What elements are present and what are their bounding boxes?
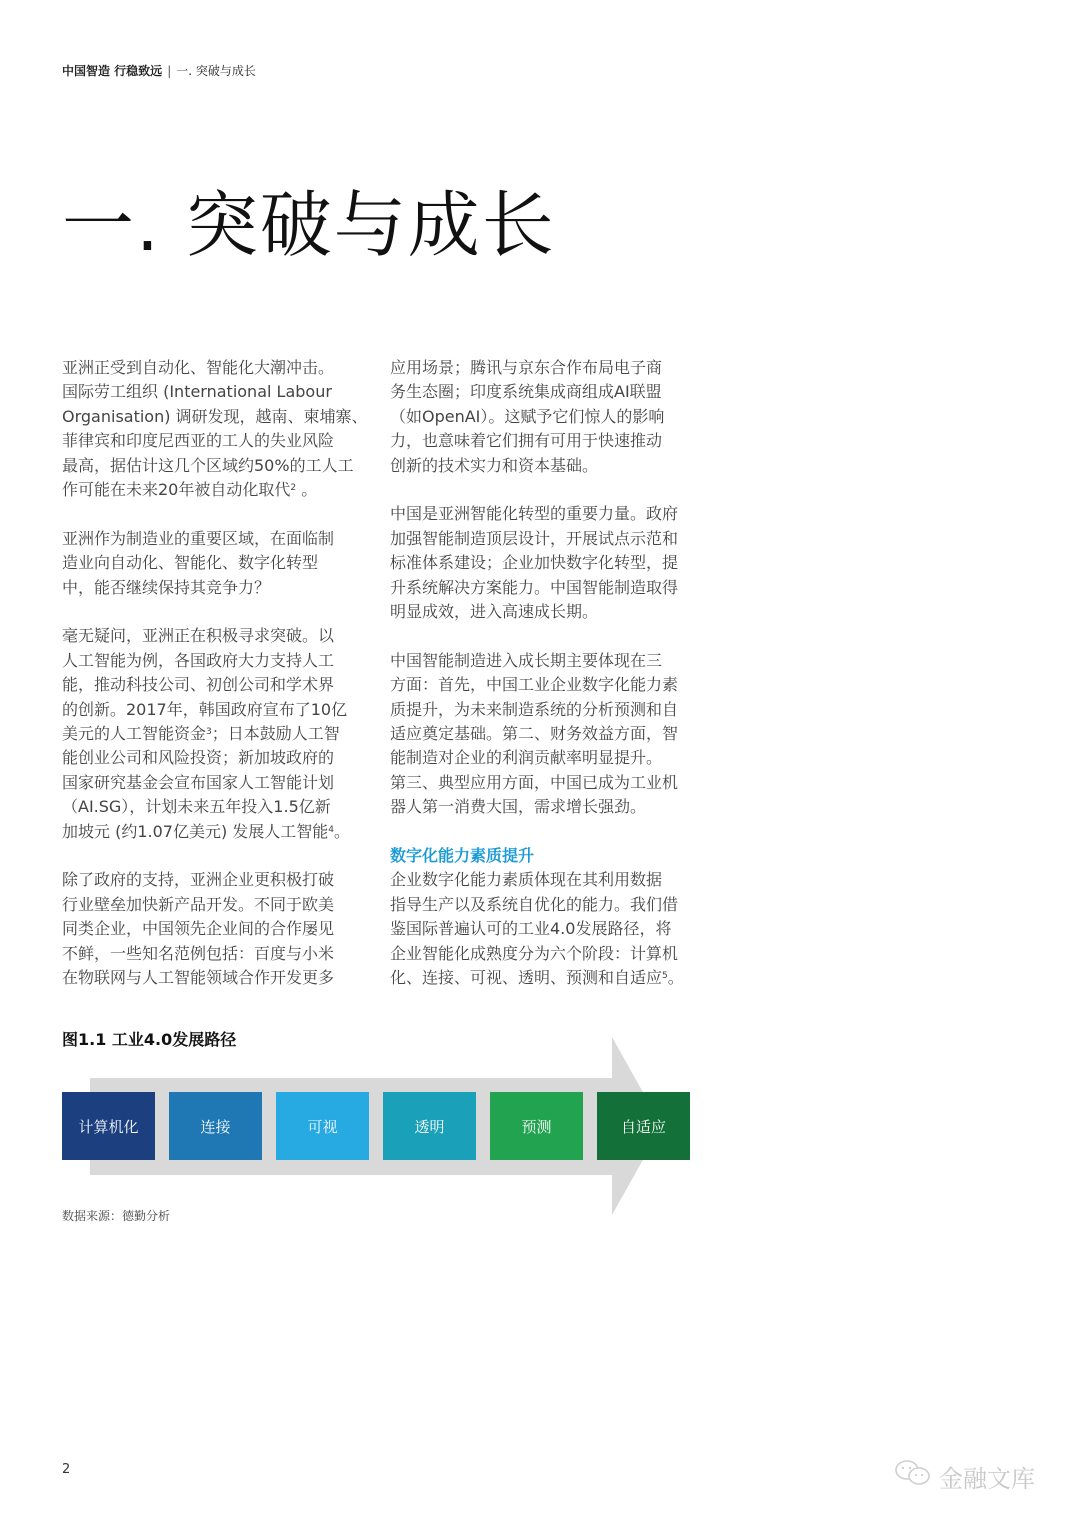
text-line: 毫无疑问，亚洲正在积极寻求突破。以 bbox=[62, 626, 335, 646]
footnote-ref[interactable]: 3 bbox=[206, 727, 212, 738]
figure-source: 数据来源：德勤分析 bbox=[62, 1209, 171, 1223]
text-line: 企业数字化能力素质体现在其利用数据 bbox=[390, 870, 663, 890]
text-line: 第三、典型应用方面，中国已成为工业机 bbox=[390, 772, 679, 792]
page-number: 2 bbox=[62, 1462, 71, 1477]
text-line: （AI.SG），计划未来五年投入1.5亿新 bbox=[62, 797, 331, 817]
text-fragment: ；日本鼓励人工智 bbox=[211, 724, 340, 744]
text-line: 方面：首先，中国工业企业数字化能力素 bbox=[390, 675, 679, 695]
text-line: 国际劳工组织 (International Labour bbox=[62, 382, 332, 402]
stage-transparency: 透明 bbox=[383, 1092, 476, 1160]
text-line: 鉴国际普遍认可的工业4.0发展路径，将 bbox=[390, 919, 672, 939]
text-line: 适应奠定基础。第二、财务效益方面，智 bbox=[390, 724, 679, 744]
text-fragment: 。 bbox=[334, 821, 351, 841]
footnote-ref[interactable]: 4 bbox=[328, 824, 335, 835]
stage-computerization: 计算机化 bbox=[62, 1092, 155, 1160]
stage-adaptability: 自适应 bbox=[597, 1092, 690, 1160]
text-line: 创新的技术实力和资本基础。 bbox=[390, 455, 599, 475]
text-line: （如OpenAI）。这赋予它们惊人的影响 bbox=[390, 406, 665, 426]
text-line: 质提升，为未来制造系统的分析预测和自 bbox=[390, 699, 679, 719]
text-line: 亚洲正受到自动化、智能化大潮冲击。 bbox=[62, 358, 335, 377]
text-line: 国家研究基金会宣布国家人工智能计划 bbox=[62, 772, 335, 792]
text-line: 能制造对企业的利润贡献率明显提升。 bbox=[390, 748, 663, 768]
stage-predictive: 预测 bbox=[490, 1092, 583, 1160]
text-line: 除了政府的支持，亚洲企业更积极打破 bbox=[62, 870, 335, 890]
text-line: 升系统解决方案能力。中国智能制造取得 bbox=[390, 577, 679, 597]
text-fragment: 作可能在未来20年被自动化取代 bbox=[62, 480, 291, 500]
stage-connectivity: 连接 bbox=[169, 1092, 262, 1160]
watermark bbox=[893, 1458, 1035, 1494]
text-line: 中国是亚洲智能化转型的重要力量。政府 bbox=[390, 504, 679, 524]
footnote-ref[interactable]: 5 bbox=[662, 971, 668, 982]
page-title: 一. 突破与成长 bbox=[62, 183, 556, 267]
text-line: 最高，据估计这几个区域约50%的工人工 bbox=[62, 455, 354, 475]
text-line: 标准体系建设；企业加快数字化转型，提 bbox=[390, 553, 679, 573]
figure-title: 图1.1 工业4.0发展路径 bbox=[62, 1030, 237, 1049]
text-fragment: 。 bbox=[296, 480, 318, 500]
text-line: 应用场景；腾讯与京东合作布局电子商 bbox=[390, 358, 663, 377]
text-line: 中，能否继续保持其竞争力？ bbox=[62, 577, 271, 597]
text-line: 中国智能制造进入成长期主要体现在三 bbox=[390, 650, 663, 670]
header-section: 一. 突破与成长 bbox=[176, 64, 256, 78]
text-line: 同类企业，中国领先企业间的合作屡见 bbox=[62, 919, 335, 939]
text-line: 企业智能化成熟度分为六个阶段：计算机 bbox=[390, 943, 679, 963]
text-line: 务生态圈；印度系统集成商组成AI联盟 bbox=[390, 382, 662, 402]
watermark-text: 金融文库 bbox=[939, 1464, 1035, 1493]
publication-title: 中国智造 行稳致远 bbox=[62, 64, 163, 78]
text-fragment: 。 bbox=[667, 968, 684, 988]
text-line: 明显成效，进入高速成长期。 bbox=[390, 602, 599, 622]
stage-visibility: 可视 bbox=[276, 1092, 369, 1160]
wechat-icon bbox=[893, 1458, 933, 1494]
text-line: 人工智能为例，各国政府大力支持人工 bbox=[62, 650, 335, 670]
text-fragment: 化、连接、可视、透明、预测和自适应 bbox=[390, 968, 663, 988]
text-line: 能创业公司和风险投资；新加坡政府的 bbox=[62, 748, 335, 768]
text-line: 的创新。2017年，韩国政府宣布了10亿 bbox=[62, 699, 348, 719]
text-line: 造业向自动化、智能化、数字化转型 bbox=[62, 553, 319, 573]
text-line: 不鲜，一些知名范例包括：百度与小米 bbox=[62, 943, 335, 963]
text-line: Organisation) 调研发现，越南、柬埔寨、 bbox=[62, 406, 368, 426]
text-line: 加强智能制造顶层设计，开展试点示范和 bbox=[390, 528, 679, 548]
text-line: 力，也意味着它们拥有可用于快速推动 bbox=[390, 431, 663, 451]
sub-heading: 数字化能力素质提升 bbox=[390, 846, 535, 866]
footnote-ref[interactable]: 2 bbox=[290, 483, 297, 494]
text-line: 在物联网与人工智能领域合作开发更多 bbox=[62, 968, 335, 988]
text-fragment: 美元的人工智能资金 bbox=[62, 724, 207, 744]
header-separator: | bbox=[167, 64, 172, 78]
text-line: 菲律宾和印度尼西亚的工人的失业风险 bbox=[62, 431, 335, 451]
text-line: 亚洲作为制造业的重要区域，在面临制 bbox=[62, 528, 335, 548]
text-line: 器人第一消费大国，需求增长强劲。 bbox=[390, 797, 647, 817]
text-line: 指导生产以及系统自优化的能力。我们借 bbox=[390, 894, 679, 914]
text-fragment: 加坡元 (约1.07亿美元) 发展人工智能 bbox=[62, 821, 329, 841]
text-line: 能，推动科技公司、初创公司和学术界 bbox=[62, 675, 335, 695]
text-line: 行业壁垒加快新产品开发。不同于欧美 bbox=[62, 894, 335, 914]
